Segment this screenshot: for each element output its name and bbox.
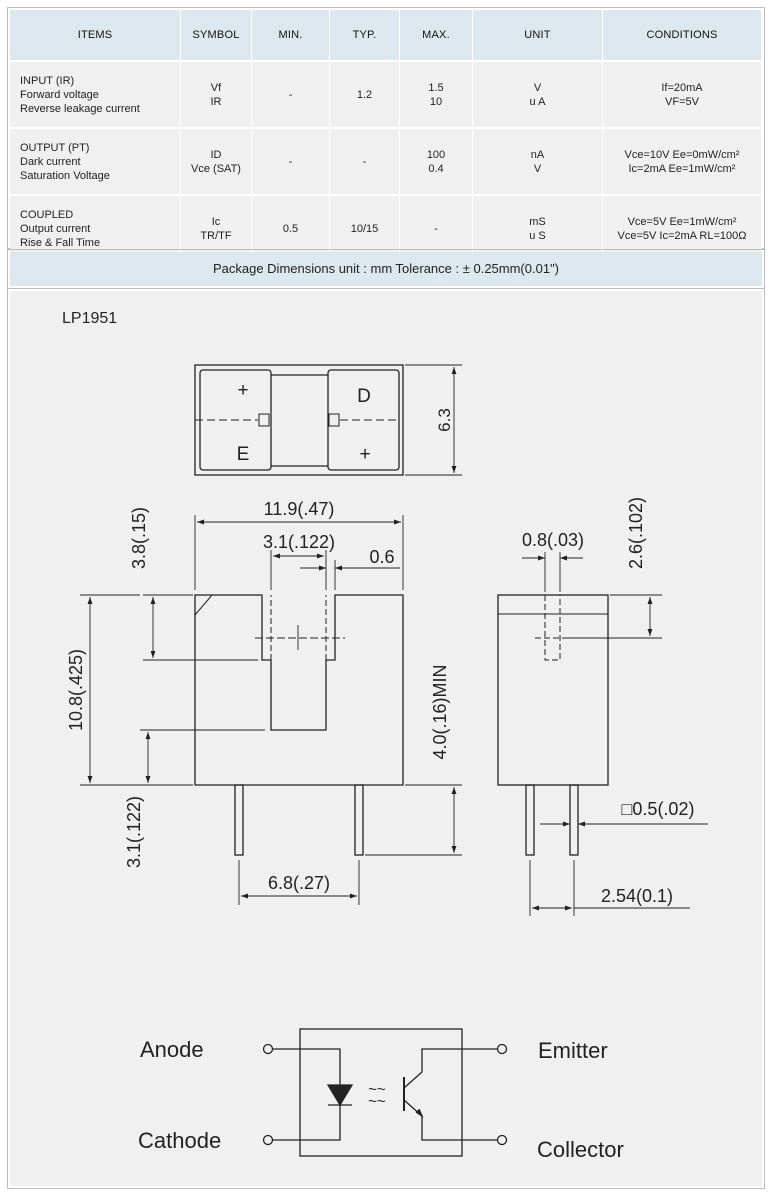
max-cell: - bbox=[400, 195, 473, 261]
symbol-value: Ic bbox=[211, 215, 221, 228]
item-param: Rise & Fall Time bbox=[20, 236, 101, 249]
top-view bbox=[195, 365, 462, 475]
header-unit: UNIT bbox=[473, 10, 603, 61]
symbol-value: TR/TF bbox=[200, 229, 232, 242]
label-emitter: Emitter bbox=[538, 1038, 608, 1063]
typ-cell: 10/15 bbox=[330, 195, 400, 261]
unit-value: V bbox=[533, 81, 542, 94]
label-cathode: Cathode bbox=[138, 1128, 222, 1153]
top-mark-d: D bbox=[357, 386, 371, 407]
unit-value: nA bbox=[530, 148, 545, 161]
item-param: Output current bbox=[20, 222, 91, 235]
item-param: Saturation Voltage bbox=[20, 169, 110, 182]
condition-value: Vce=5V Ee=1mW/cm² bbox=[627, 215, 737, 228]
max-value: 100 bbox=[426, 148, 446, 161]
dim-aperture: 0.8(.03) bbox=[521, 530, 585, 550]
unit-value: mS bbox=[529, 215, 546, 228]
package-dimensions-bar: Package Dimensions unit : mm Tolerance : ± 0.25mm(0.01") bbox=[10, 252, 762, 286]
label-collector: Collector bbox=[537, 1137, 624, 1162]
min-cell: - bbox=[252, 128, 330, 195]
light-waves-icon: ~~ bbox=[368, 1081, 386, 1098]
header-items: ITEMS bbox=[10, 10, 181, 61]
max-value: 10 bbox=[429, 95, 443, 108]
dim-width: 11.9(.47) bbox=[263, 499, 335, 519]
header-min: MIN. bbox=[252, 10, 330, 61]
top-mark-e: E bbox=[236, 444, 250, 465]
top-mark-plus-right: + bbox=[359, 444, 371, 465]
dim-lower: 3.1(.122) bbox=[124, 795, 144, 869]
dim-aperture-height: 2.6(.102) bbox=[626, 496, 646, 570]
item-group: COUPLED bbox=[20, 208, 74, 221]
collector-terminal bbox=[498, 1136, 507, 1145]
dim-slot: 3.1(.122) bbox=[262, 532, 336, 552]
item-param: Forward voltage bbox=[20, 88, 99, 101]
item-group: OUTPUT (PT) bbox=[20, 141, 90, 154]
emitter-terminal bbox=[498, 1045, 507, 1054]
dim-lead-pitch: 6.8(.27) bbox=[267, 873, 331, 893]
top-mark-plus-left: + bbox=[237, 380, 249, 401]
min-cell: - bbox=[252, 61, 330, 128]
max-value: 0.4 bbox=[428, 162, 444, 175]
typ-cell: 1.2 bbox=[330, 61, 400, 128]
max-value: 1.5 bbox=[428, 81, 444, 94]
dim-top-height: 6.3 bbox=[435, 408, 454, 432]
min-cell: 0.5 bbox=[252, 195, 330, 261]
header-max: MAX. bbox=[400, 10, 473, 61]
item-param: Dark current bbox=[20, 155, 81, 168]
condition-value: Ic=2mA Ee=1mW/cm² bbox=[628, 162, 736, 175]
dim-side-lead-pitch: 2.54(0.1) bbox=[600, 886, 674, 906]
header-typ: TYP. bbox=[330, 10, 400, 61]
header-conditions: CONDITIONS bbox=[603, 10, 762, 61]
condition-value: Vce=5V Ic=2mA RL=100Ω bbox=[617, 229, 747, 242]
dim-lead-length: 4.0(.16)MIN bbox=[430, 664, 450, 760]
dim-wall: 0.6 bbox=[369, 547, 395, 567]
dim-lead-size: □0.5(.02) bbox=[621, 799, 695, 819]
typ-cell: - bbox=[330, 128, 400, 195]
item-group: INPUT (IR) bbox=[20, 74, 75, 87]
header-symbol: SYMBOL bbox=[181, 10, 252, 61]
cathode-terminal bbox=[264, 1136, 273, 1145]
symbol-value: Vce (SAT) bbox=[191, 162, 241, 175]
symbol-value: Vf bbox=[210, 81, 222, 94]
symbol-value: ID bbox=[210, 148, 222, 161]
condition-value: Vce=10V Ee=0mW/cm² bbox=[624, 148, 740, 161]
unit-value: V bbox=[533, 162, 542, 175]
anode-terminal bbox=[264, 1045, 273, 1054]
dim-body-height: 10.8(.425) bbox=[66, 648, 86, 732]
unit-value: u S bbox=[529, 229, 546, 242]
symbol-value: IR bbox=[210, 95, 222, 108]
label-anode: Anode bbox=[140, 1037, 204, 1062]
light-waves-icon: ~~ bbox=[368, 1093, 386, 1110]
part-number: LP1951 bbox=[62, 310, 118, 327]
unit-value: u A bbox=[529, 95, 546, 108]
condition-value: VF=5V bbox=[665, 95, 699, 108]
led-diode-icon bbox=[328, 1085, 352, 1105]
side-view bbox=[498, 552, 708, 916]
dim-slot-depth: 3.8(.15) bbox=[129, 506, 149, 570]
condition-value: If=20mA bbox=[661, 81, 703, 94]
item-param: Reverse leakage current bbox=[20, 102, 140, 115]
